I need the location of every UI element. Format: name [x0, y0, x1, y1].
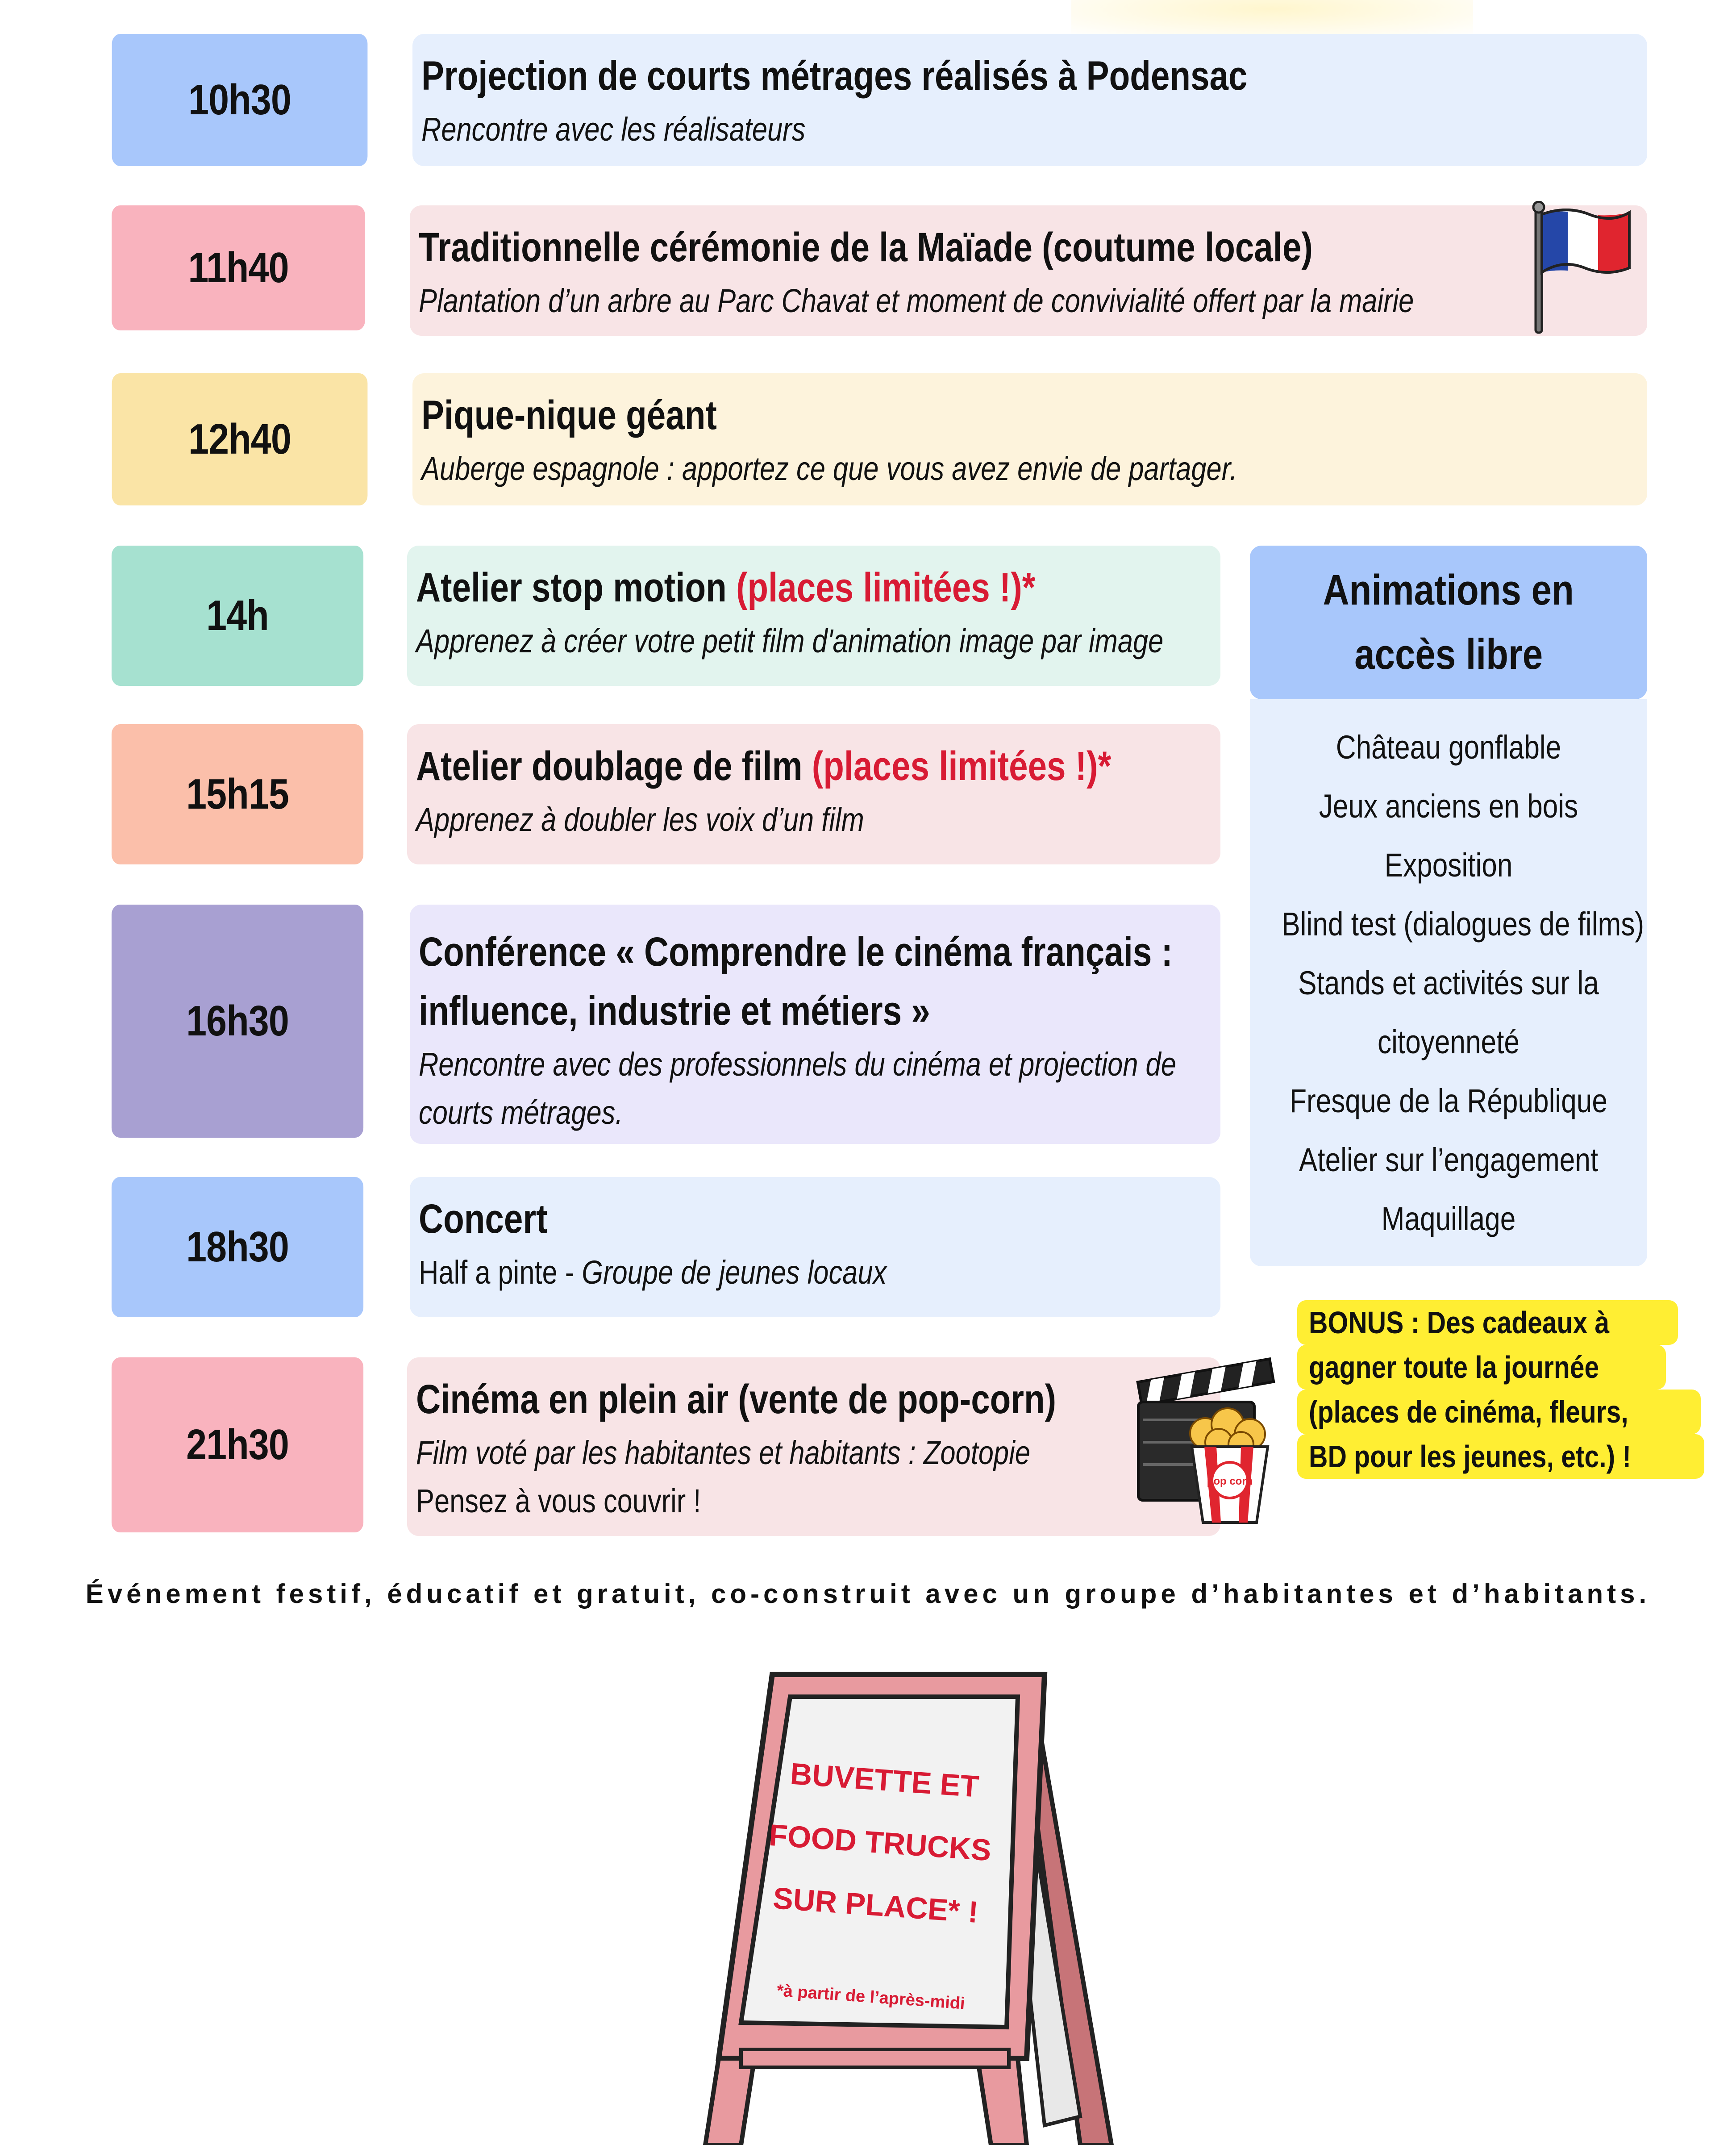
bonus-line: (places de cinéma, fleurs, [1297, 1390, 1701, 1434]
event-card-conference [410, 905, 1220, 1144]
animations-heading-line1: Animations en [1323, 566, 1574, 614]
event-subtitle-line2: courts métrages. [419, 1094, 623, 1131]
sign-line3: SUR PLACE* ! [772, 1881, 980, 1930]
animation-item: Blind test (dialogues de films) [1282, 906, 1644, 943]
event-subtitle [419, 1248, 1084, 1297]
time-badge-21h30: 21h30 [112, 1357, 363, 1532]
popcorn-icon [1178, 1402, 1281, 1527]
event-subtitle: Rencontre avec les réalisateurs [421, 111, 806, 148]
sign-line2: FOOD TRUCKS [768, 1818, 992, 1868]
time-badge-16h30: 16h30 [112, 905, 363, 1138]
event-subtitle: Apprenez à doubler les voix d’un film [416, 801, 864, 838]
animation-item: Stands et activités sur la [1298, 964, 1599, 1002]
event-subtitle: Plantation d’un arbre au Parc Chavat et moment de convivialité offert par la mairie [419, 282, 1414, 319]
animations-heading [1250, 546, 1647, 699]
event-card-maiade [410, 205, 1647, 336]
event-card-stop-motion [407, 546, 1220, 686]
time-badge-10h30: 10h30 [112, 34, 368, 166]
event-subtitle: Rencontre avec des professionnels du cinéma et projection de [419, 1046, 1176, 1083]
event-title: Projection de courts métrages réalisés à Podensac [421, 53, 1248, 99]
animation-item: Fresque de la République [1290, 1082, 1607, 1119]
france-flag-icon [1527, 201, 1634, 335]
event-card-pique-nique [412, 373, 1647, 505]
bonus-line: BONUS : Des cadeaux à [1297, 1300, 1678, 1345]
places-limitees-warning: (places limitées !)* [812, 743, 1112, 789]
animation-item: Maquillage [1381, 1200, 1516, 1237]
event-title: Traditionnelle cérémonie de la Maïade (coutume locale) [419, 225, 1313, 270]
time-badge-15h15: 15h15 [112, 724, 363, 864]
places-limitees-warning: (places limitées !)* [736, 565, 1036, 610]
bonus-line: BD pour les jeunes, etc.) ! [1297, 1434, 1704, 1479]
background-glow [1071, 0, 1473, 36]
time-badge-18h30: 18h30 [112, 1177, 363, 1317]
event-title-line2: influence, industrie et métiers » [419, 988, 930, 1034]
sign-note: *à partir de l’après-midi [776, 1981, 966, 2013]
event-note: Pensez à vous couvrir ! [416, 1482, 701, 1519]
event-title: Pique-nique géant [421, 392, 717, 438]
event-title [416, 558, 1084, 617]
animations-list [1250, 699, 1647, 1266]
event-title: Concert [419, 1196, 548, 1242]
event-card-concert [410, 1177, 1220, 1317]
event-card-cinema-plein-air [407, 1357, 1220, 1536]
time-badge-14h: 14h [112, 546, 363, 686]
event-subtitle: Auberge espagnole : apportez ce que vous avez envie de partager. [421, 450, 1237, 487]
animation-item: Exposition [1384, 847, 1513, 884]
time-badge-11h40: 11h40 [112, 205, 365, 330]
popcorn-label: pop corn [1207, 1475, 1253, 1487]
bonus-line: gagner toute la journée [1297, 1345, 1666, 1390]
event-title: Conférence « Comprendre le cinéma français : [419, 929, 1173, 975]
bonus-callout [1297, 1300, 1654, 1479]
animation-item: Jeux anciens en bois [1319, 788, 1578, 825]
animation-item: Château gonflable [1336, 729, 1561, 766]
event-title [416, 737, 1112, 796]
time-badge-12h40: 12h40 [112, 373, 368, 505]
sandwich-board-sign-icon [687, 1665, 1134, 2145]
animations-heading-line2: accès libre [1354, 630, 1543, 678]
event-title-text: Atelier doublage de film [416, 743, 812, 789]
band-name: Half a pinte - [419, 1254, 582, 1291]
event-title: Cinéma en plein air (vente de pop-corn) [416, 1377, 1057, 1422]
event-card-doublage [407, 724, 1220, 864]
event-subtitle: Film voté par les habitantes et habitants : Zootopie [416, 1434, 1030, 1471]
event-subtitle: Apprenez à créer votre petit film d'animation image par image [416, 622, 1164, 659]
band-description: Groupe de jeunes locaux [582, 1254, 887, 1291]
animation-item: citoyenneté [1378, 1023, 1520, 1060]
event-title-text: Atelier stop motion [416, 565, 736, 610]
sign-line1: BUVETTE ET [789, 1757, 980, 1804]
animation-item: Atelier sur l’engagement [1299, 1141, 1599, 1178]
footer-tagline: Événement festif, éducatif et gratuit, co-construit avec un groupe d’habitantes et d’habitants. [85, 1579, 1651, 1609]
event-card-projection [412, 34, 1647, 166]
